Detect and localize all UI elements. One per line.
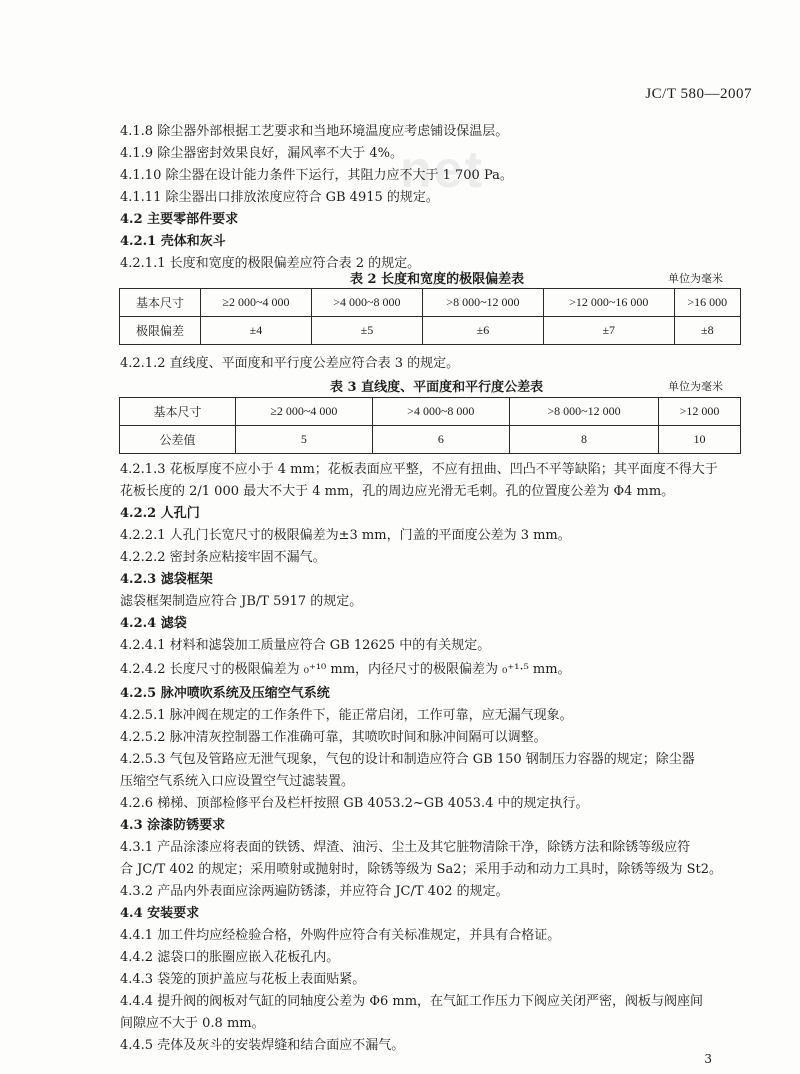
clause-4-2-6: 4.2.6 梯梯、顶部检修平台及栏杆按照 GB 4053.2~GB 4053.4 中的规定执行。: [120, 796, 589, 811]
section-4-4-heading: 4.4 安装要求: [120, 906, 200, 921]
clause-4-4-1: 4.4.1 加工件均应经检验合格，外购件应符合有关标准规定，并具有合格证。: [120, 928, 561, 943]
clause-4-3-1-cont: 合 JC/T 402 的规定；采用喷射或抛射时，除锈等级为 Sa2；采用手动和动力工具时，除锈等级为 St2。: [120, 862, 723, 877]
table-cell: ±8: [674, 317, 740, 345]
table-cell: ±4: [201, 317, 312, 345]
table-row: [120, 398, 741, 426]
table-cell: >12 000~16 000: [543, 289, 674, 317]
clause-4-4-2: 4.4.2 滤袋口的胀圈应嵌入花板孔内。: [120, 950, 340, 965]
table-cell: >8 000~12 000: [509, 398, 658, 426]
table-cell: 5: [236, 426, 373, 454]
table3: [119, 397, 741, 454]
table2-unit: 单位为毫米: [668, 272, 723, 285]
section-4-2-heading: 4.2 主要零部件要求: [120, 212, 239, 227]
clause-4-1-8: 4.1.8 除尘器外部根据工艺要求和当地环境温度应考虑铺设保温层。: [120, 124, 509, 139]
clause-4-2-1-3: 4.2.1.3 花板厚度不应小于 4 mm；花板表面应平整，不应有扭曲、凹凸不平等缺陷；其平面度不得大于: [120, 462, 718, 477]
clause-4-2-1-2: 4.2.1.2 直线度、平面度和平行度公差应符合表 3 的规定。: [120, 356, 460, 371]
table-cell: 10: [659, 426, 741, 454]
clause-4-4-4: 4.4.4 提升阀的阀板对气缸的同轴度公差为 Φ6 mm，在气缸工作压力下阀应关闭严密，阀板与阀座间: [120, 994, 704, 1009]
clause-4-1-9: 4.1.9 除尘器密封效果良好，漏风率不大于 4%。: [120, 146, 403, 161]
page-number: 3: [704, 1052, 712, 1066]
clause-4-2-2-1: 4.2.2.1 人孔门长宽尺寸的极限偏差为±3 mm，门盖的平面度公差为 3 mm。: [120, 528, 571, 543]
table-row: [120, 317, 741, 345]
clause-4-2-2-2: 4.2.2.2 密封条应粘接牢固不漏气。: [120, 550, 326, 565]
table-cell: >4 000~8 000: [311, 289, 422, 317]
clause-4-2-5-3: 4.2.5.3 气包及管路应无泄气现象，气包的设计和制造应符合 GB 150 钢制压力容器的规定；除尘器: [120, 752, 695, 767]
table-cell: 基本尺寸: [120, 289, 201, 317]
clause-4-4-4-cont: 间隙应不大于 0.8 mm。: [120, 1016, 265, 1031]
clause-4-2-4-1: 4.2.4.1 材料和滤袋加工质量应符合 GB 12625 中的有关规定。: [120, 638, 491, 653]
table3-caption: 表 3 直线度、平面度和平行度公差表: [330, 380, 544, 395]
section-4-2-4-heading: 4.2.4 滤袋: [120, 616, 187, 631]
clause-4-1-11: 4.1.11 除尘器出口排放浓度应符合 GB 4915 的规定。: [120, 190, 439, 205]
section-4-2-2-heading: 4.2.2 人孔门: [120, 506, 200, 521]
clause-4-2-5-2: 4.2.5.2 脉冲清灰控制器工作准确可靠，其喷吹时间和脉冲间隔可以调整。: [120, 730, 547, 745]
standard-code: JC/T 580—2007: [645, 86, 752, 102]
clause-4-2-1-1: 4.2.1.1 长度和宽度的极限偏差应符合表 2 的规定。: [120, 256, 421, 271]
section-4-2-1-heading: 4.2.1 壳体和灰斗: [120, 234, 226, 249]
table-cell: 极限偏差: [120, 317, 201, 345]
table-cell: >8 000~12 000: [422, 289, 543, 317]
table-cell: ≥2 000~4 000: [201, 289, 312, 317]
table3-unit: 单位为毫米: [668, 380, 723, 393]
clause-4-2-5-1: 4.2.5.1 脉冲阀在规定的工作条件下，能正常启闭，工作可靠，应无漏气现象。: [120, 708, 573, 723]
clause-4-4-3: 4.4.3 袋笼的顶护盖应与花板上表面贴紧。: [120, 972, 366, 987]
clause-4-2-3-body: 滤袋框架制造应符合 JB/T 5917 的规定。: [120, 594, 363, 609]
table-row: [120, 289, 741, 317]
clause-4-1-10: 4.1.10 除尘器在设计能力条件下运行，其阻力应不大于 1 700 Pa。: [120, 168, 513, 183]
table2: [119, 288, 741, 345]
table-row: [120, 426, 741, 454]
section-4-2-5-heading: 4.2.5 脉冲喷吹系统及压缩空气系统: [120, 686, 330, 701]
clause-4-3-1: 4.3.1 产品涂漆应将表面的铁锈、焊渣、油污、尘土及其它脏物清除干净，除锈方法和除锈等级应符: [120, 840, 691, 855]
table-cell: 8: [509, 426, 658, 454]
section-4-3-heading: 4.3 涂漆防锈要求: [120, 818, 226, 833]
clause-4-2-4-2: 4.2.4.2 长度尺寸的极限偏差为 ₀⁺¹⁰ mm，内径尺寸的极限偏差为 ₀⁺¹·⁵ mm。: [120, 662, 571, 677]
clause-4-2-5-3-cont: 压缩空气系统入口应设置空气过滤装置。: [120, 774, 355, 789]
clause-4-4-5: 4.4.5 壳体及灰斗的安装焊缝和结合面应不漏气。: [120, 1038, 405, 1053]
watermark: net: [400, 141, 484, 199]
clause-4-2-1-3-cont: 花板长度的 2/1 000 最大不大于 4 mm，孔的周边应光滑无毛刺。孔的位置度公差为 Φ4 mm。: [120, 484, 675, 499]
table-cell: >12 000: [659, 398, 741, 426]
table-cell: 基本尺寸: [120, 398, 236, 426]
table-cell: 6: [372, 426, 509, 454]
clause-4-3-2: 4.3.2 产品内外表面应涂两遍防锈漆，并应符合 JC/T 402 的规定。: [120, 884, 509, 899]
table-cell: >4 000~8 000: [372, 398, 509, 426]
table-cell: >16 000: [674, 289, 740, 317]
table-cell: ±5: [311, 317, 422, 345]
table2-caption: 表 2 长度和宽度的极限偏差表: [350, 272, 525, 287]
table-cell: ±7: [543, 317, 674, 345]
table-cell: ±6: [422, 317, 543, 345]
table-cell: 公差值: [120, 426, 236, 454]
table-cell: ≥2 000~4 000: [236, 398, 373, 426]
section-4-2-3-heading: 4.2.3 滤袋框架: [120, 572, 213, 587]
